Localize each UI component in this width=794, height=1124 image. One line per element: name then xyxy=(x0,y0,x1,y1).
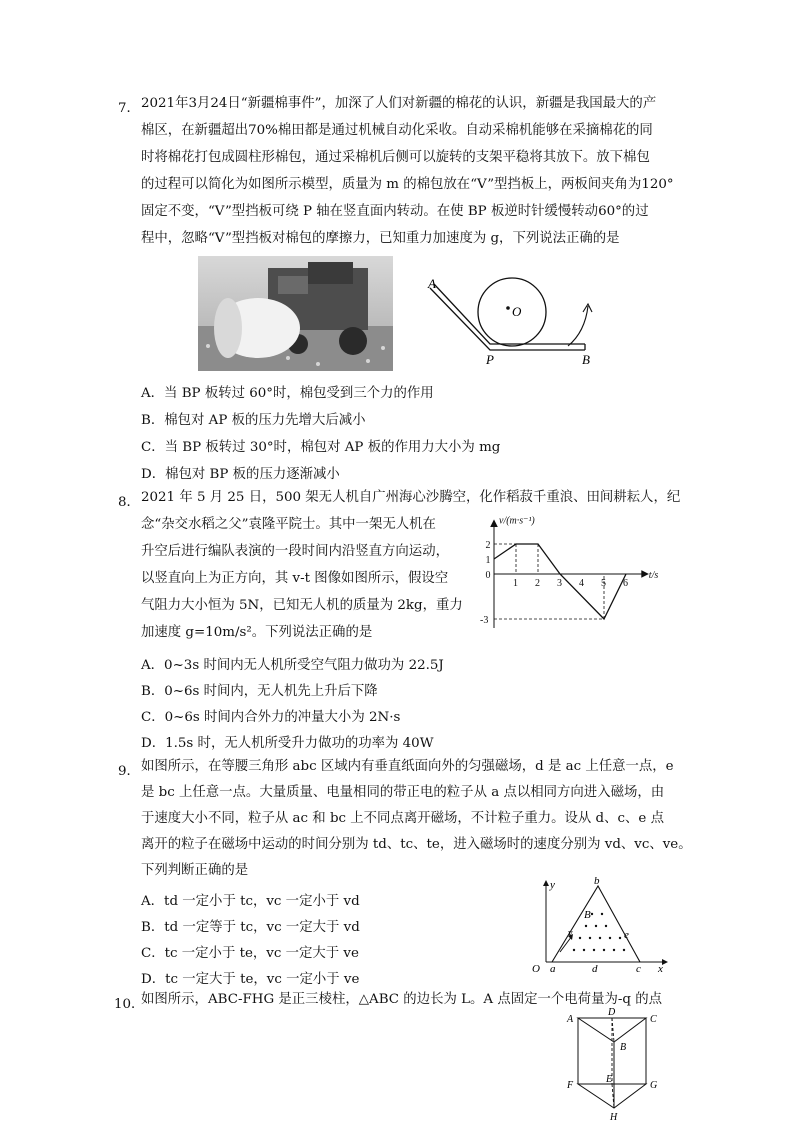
q7-number: 7． xyxy=(118,97,140,116)
q8-stem-line: 升空后进行编队表演的一段时间内沿竖直方向运动， xyxy=(141,545,449,558)
q8-stem-line: 以竖直向上为正方向，其 v-t 图像如图所示，假设空 xyxy=(141,572,448,585)
q7-stem-line: 棉区，在新疆超出70%棉田都是通过机械自动化采收。自动采棉机能够在采摘棉花的同 xyxy=(141,124,653,137)
x-tick-label: 4 xyxy=(579,578,584,589)
q9-stem-line: 于速度大小不同，粒子从 ac 和 bc 上不同点离开磁场，不计粒子重力。设从 d、c、e 点 xyxy=(141,812,664,825)
q8-vt-chart xyxy=(478,512,678,632)
q8-number: 8． xyxy=(118,491,140,510)
x-tick-label: 5 xyxy=(601,578,606,589)
q10-label-B: B xyxy=(620,1042,626,1053)
q9-number: 9． xyxy=(118,760,140,779)
q9-label-e: e xyxy=(624,929,629,941)
q9-stem-line: 是 bc 上任意一点。大量质量、电量相同的带正电的粒子从 a 点以相同方向进入磁场，由 xyxy=(141,786,664,799)
q10-label-H: H xyxy=(609,1112,618,1123)
q7-label-P: P xyxy=(485,352,494,367)
q10-prism-diagram xyxy=(566,1008,676,1124)
q9-option: D．tc 一定大于 te，vc 一定小于 ve xyxy=(141,968,359,987)
y-tick-label: 1 xyxy=(486,555,491,566)
q10-label-D: D xyxy=(607,1007,616,1018)
x-tick-label: 2 xyxy=(535,578,540,589)
q9-triangle-field-diagram xyxy=(526,876,676,976)
q7-option: C．当 BP 板转过 30°时，棉包对 AP 板的作用力大小为 mg xyxy=(141,436,500,455)
q7-label-B: B xyxy=(582,352,590,367)
q9-option: A．td 一定小于 tc，vc 一定小于 vd xyxy=(141,890,360,909)
y-axis-arrow xyxy=(491,521,497,527)
q7-stem-line: 时将棉花打包成圆柱形棉包，通过采棉机后侧可以旋转的支架平稳将其放下。放下棉包 xyxy=(141,151,650,164)
q7-stem-line: 2021年3月24日“新疆棉事件”，加深了人们对新疆的棉花的认识，新疆是我国最大的产 xyxy=(141,97,656,110)
q10-label-E: E xyxy=(605,1074,612,1085)
x-tick-label: 3 xyxy=(557,578,562,589)
q9-stem-line: 离开的粒子在磁场中运动的时间分别为 td、tc、te，进入磁场时的速度分别为 vd、vc、ve。 xyxy=(141,838,692,851)
q10-number: 10． xyxy=(114,993,144,1012)
q10-stem-line: 如图所示，ABC-FHG 是正三棱柱，△ABC 的边长为 L。A 点固定一个电荷量为-q 的点 xyxy=(141,993,662,1006)
q7-option: B．棉包对 AP 板的压力先增大后减小 xyxy=(141,409,366,428)
y-axis-label: v/(m·s⁻¹) xyxy=(499,516,535,527)
x-tick-label: 6 xyxy=(623,578,628,589)
q9-label-B: B xyxy=(584,909,591,921)
q8-option: C．0~6s 时间内合外力的冲量大小为 2N·s xyxy=(141,706,400,725)
q9-label-b: b xyxy=(594,875,600,887)
cotton-harvester-photo xyxy=(198,256,393,371)
q9-label-c: c xyxy=(636,963,641,975)
q7-v-board-diagram xyxy=(420,260,610,370)
q7-option: A．当 BP 板转过 60°时，棉包受到三个力的作用 xyxy=(141,382,434,401)
q7-label-A: A xyxy=(427,276,436,291)
q9-option: C．tc 一定小于 te，vc 一定大于 ve xyxy=(141,942,359,961)
q7-stem-line: 的过程可以简化为如图所示模型，质量为 m 的棉包放在“V”型挡板上，两板间夹角为120° xyxy=(141,178,674,191)
q7-stem-line: 程中，忽略“V”型挡板对棉包的摩擦力，已知重力加速度为 g，下列说法正确的是 xyxy=(141,232,620,245)
q10-label-C: C xyxy=(650,1014,657,1025)
q9-label-O: O xyxy=(532,963,540,975)
q8-stem-line: 气阻力大小恒为 5N，已知无人机的质量为 2kg，重力 xyxy=(141,599,463,612)
q9-label-d: d xyxy=(592,963,598,975)
q7-stem-line: 固定不变，“V”型挡板可绕 P 轴在竖直面内转动。在使 BP 板逆时针缓慢转动60°的过 xyxy=(141,205,649,218)
y-tick-label: 0 xyxy=(486,570,491,581)
x-axis-label: t/s xyxy=(649,570,659,581)
q9-label-y: y xyxy=(549,879,555,891)
q9-label-a: a xyxy=(550,963,556,975)
q8-stem-line: 2021 年 5 月 25 日，500 架无人机自广州海心沙腾空，化作稻菽千重浪、田间耕耘人，纪 xyxy=(141,491,680,504)
q9-stem-line: 如图所示，在等腰三角形 abc 区域内有垂直纸面向外的匀强磁场，d 是 ac 上任意一点，e xyxy=(141,760,674,773)
y-tick-label: -3 xyxy=(480,615,488,626)
x-tick-label: 1 xyxy=(513,578,518,589)
q7-label-O: O xyxy=(512,304,522,319)
y-tick-label: 2 xyxy=(486,540,491,551)
q9-label-v: v xyxy=(568,928,573,939)
x-axis-arrow xyxy=(642,571,648,577)
q10-label-F: F xyxy=(566,1080,574,1091)
q8-stem-line: 念“杂交水稻之父”袁隆平院士。其中一架无人机在 xyxy=(141,518,436,531)
q8-option: A．0~3s 时间内无人机所受空气阻力做功为 22.5J xyxy=(141,654,444,673)
q10-label-A: A xyxy=(566,1014,574,1025)
q7-option: D．棉包对 BP 板的压力逐渐减小 xyxy=(141,463,340,482)
q8-option: B．0~6s 时间内，无人机先上升后下降 xyxy=(141,680,378,699)
q10-label-G: G xyxy=(650,1080,657,1091)
q9-label-x: x xyxy=(657,963,663,975)
q9-stem-line: 下列判断正确的是 xyxy=(141,864,248,877)
q9-option: B．td 一定等于 tc，vc 一定大于 vd xyxy=(141,916,360,935)
q8-option: D．1.5s 时，无人机所受升力做功的功率为 40W xyxy=(141,732,433,751)
q8-stem-line: 加速度 g=10m/s²。下列说法正确的是 xyxy=(141,626,372,639)
